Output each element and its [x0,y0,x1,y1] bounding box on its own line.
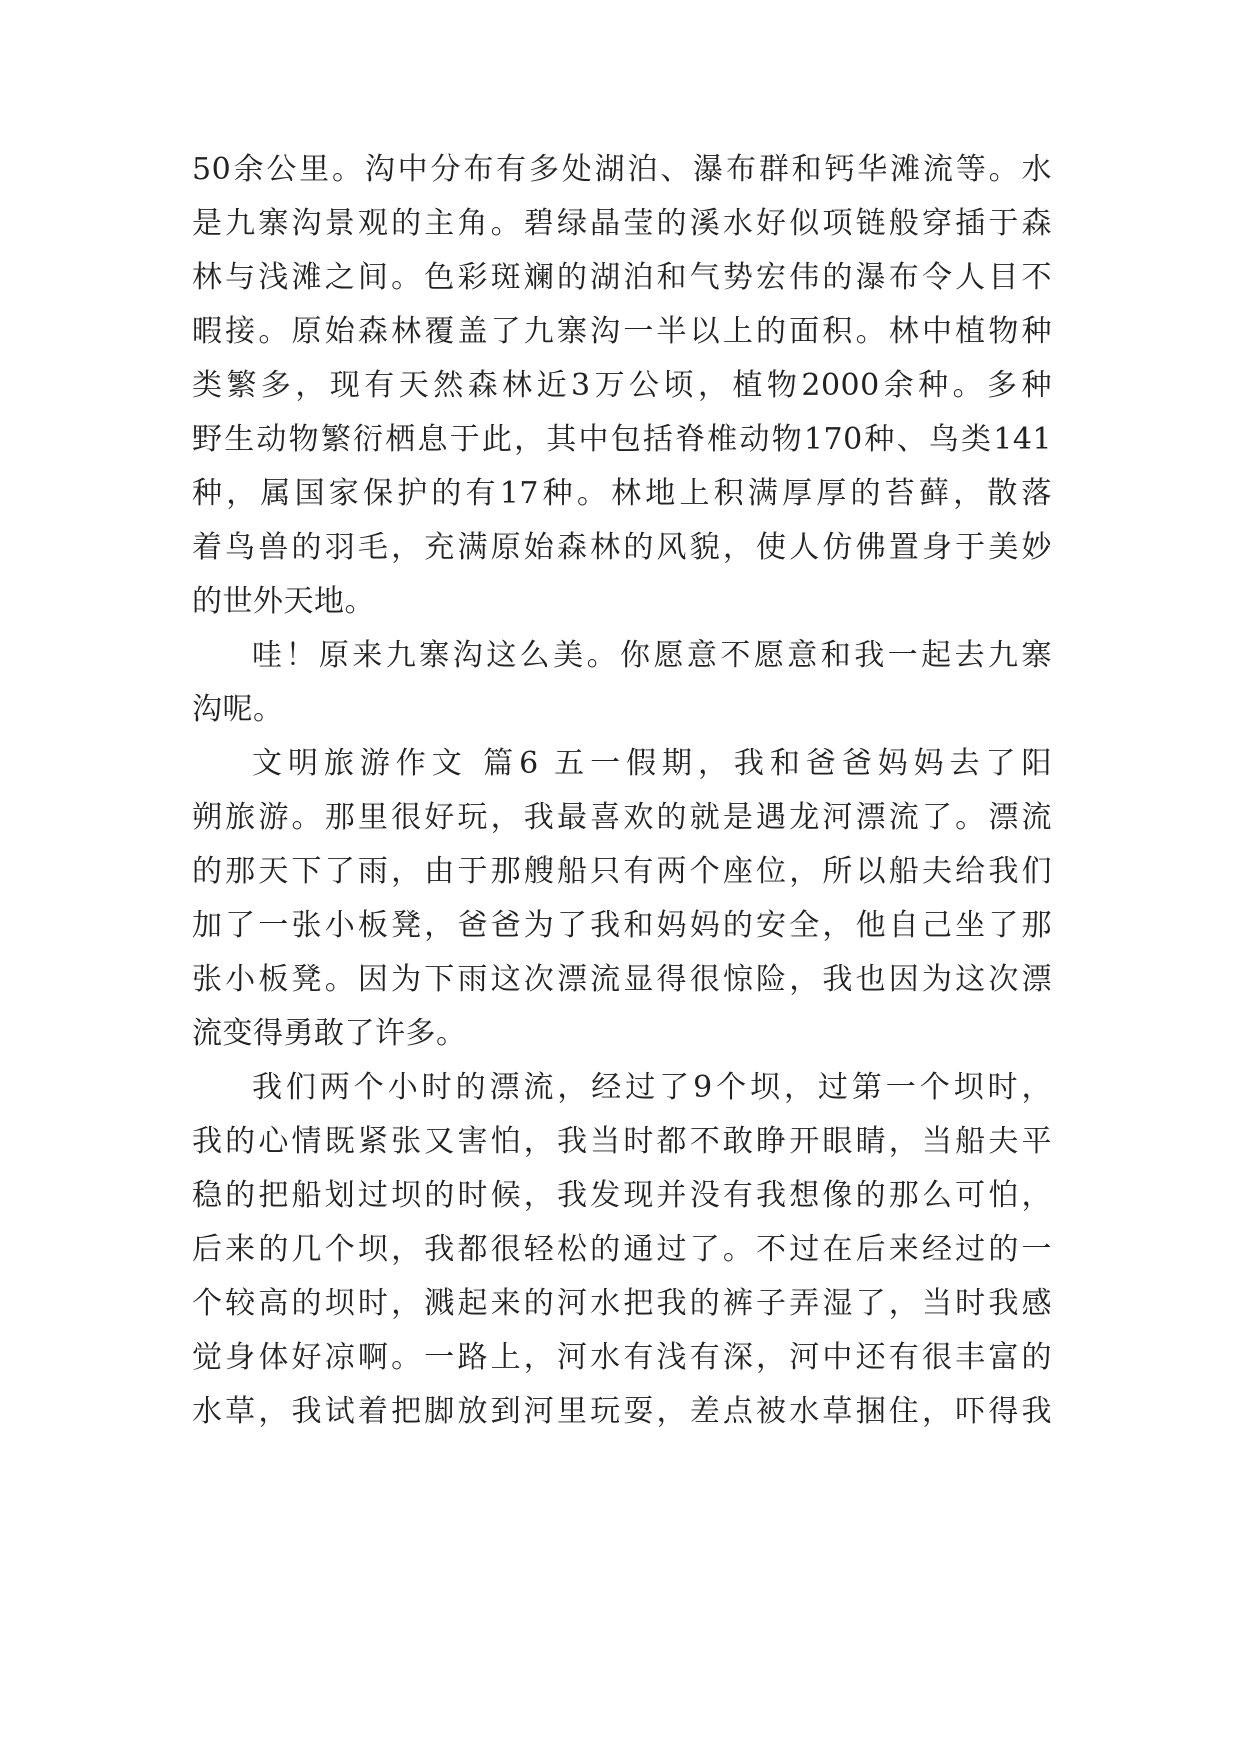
text-line: 后来的几个坝，我都很轻松的通过了。不过在后来经过的一 [192,1232,1052,1267]
text-line: 觉身体好凉啊。一路上，河水有浅有深，河中还有很丰富的 [192,1340,1052,1375]
paragraph-first-line: 我们两个小时的漂流，经过了9个坝，过第一个坝时， [252,1070,1052,1105]
text-line: 暇接。原始森林覆盖了九寨沟一半以上的面积。林中植物种 [192,314,1052,349]
text-line: 加了一张小板凳，爸爸为了我和妈妈的安全，他自己坐了那 [192,908,1052,943]
text-line: 张小板凳。因为下雨这次漂流显得很惊险，我也因为这次漂 [192,962,1052,997]
text-line: 的世外天地。 [192,584,375,619]
text-line: 类繁多，现有天然森林近3万公顷，植物2000余种。多种 [192,368,1052,403]
paragraph-first-line: 哇！原来九寨沟这么美。你愿意不愿意和我一起去九寨 [252,638,1052,673]
text-line: 野生动物繁衍栖息于此，其中包括脊椎动物170种、鸟类141 [192,422,1052,457]
text-line: 我的心情既紧张又害怕，我当时都不敢睁开眼睛，当船夫平 [192,1124,1052,1159]
text-line: 稳的把船划过坝的时候，我发现并没有我想像的那么可怕， [192,1178,1052,1213]
text-line: 是九寨沟景观的主角。碧绿晶莹的溪水好似项链般穿插于森 [192,206,1052,241]
text-line: 的那天下了雨，由于那艘船只有两个座位，所以船夫给我们 [192,854,1052,889]
section-heading-line: 文明旅游作文 篇6 五一假期，我和爸爸妈妈去了阳 [252,746,1052,781]
text-line: 朔旅游。那里很好玩，我最喜欢的就是遇龙河漂流了。漂流 [192,800,1052,835]
text-line: 50余公里。沟中分布有多处湖泊、瀑布群和钙华滩流等。水 [192,152,1052,187]
text-line: 种，属国家保护的有17种。林地上积满厚厚的苔藓，散落 [192,476,1052,511]
text-line: 着鸟兽的羽毛，充满原始森林的风貌，使人仿佛置身于美妙 [192,530,1052,565]
text-line: 林与浅滩之间。色彩斑斓的湖泊和气势宏伟的瀑布令人目不 [192,260,1052,295]
text-line: 个较高的坝时，溅起来的河水把我的裤子弄湿了，当时我感 [192,1286,1052,1321]
text-line: 沟呢。 [192,692,284,727]
text-line: 水草，我试着把脚放到河里玩耍，差点被水草捆住，吓得我 [192,1394,1052,1429]
text-line: 流变得勇敢了许多。 [192,1016,467,1051]
